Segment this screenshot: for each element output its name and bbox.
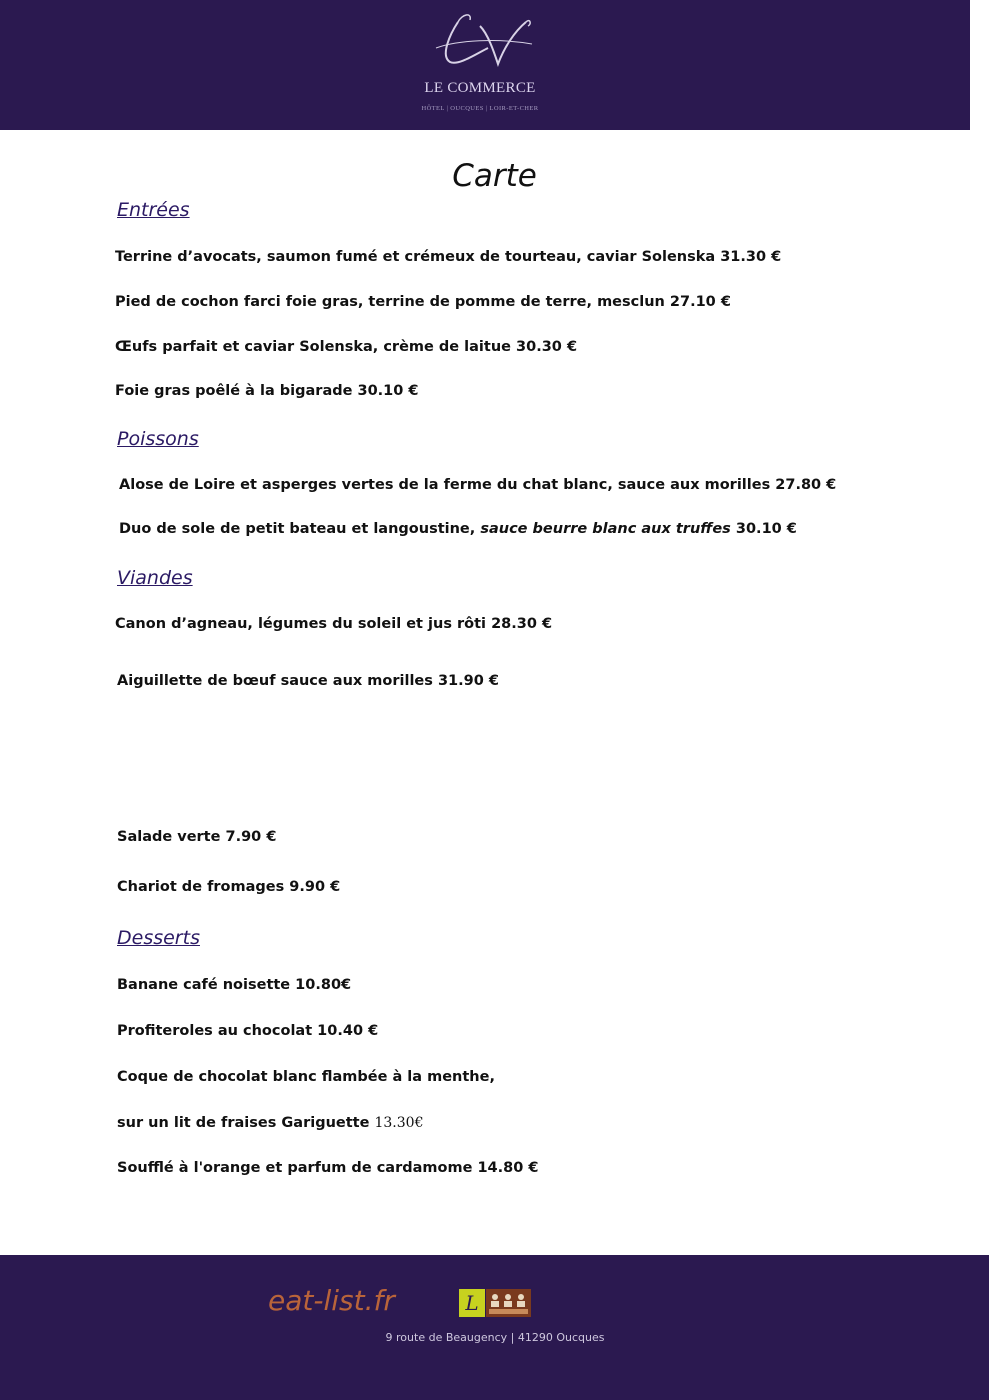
footer-address: 9 route de Beaugency | 41290 Oucques bbox=[385, 1331, 605, 1344]
menu-item: Salade verte 7.90 € bbox=[117, 829, 277, 845]
watermark: eat-list.fr bbox=[268, 1284, 395, 1317]
section-title-entrees: Entrées bbox=[117, 199, 190, 221]
item-price: 13.30€ bbox=[374, 1115, 424, 1131]
svg-text:LV: LV bbox=[628, 203, 631, 205]
menu-item: Chariot de fromages 9.90 € bbox=[117, 879, 341, 895]
brand-name: LE COMMERCE bbox=[424, 80, 536, 96]
menu-item: Terrine d’avocats, saumon fumé et crémeux de tourteau, caviar Solenska 31.30 € bbox=[115, 249, 782, 265]
menu-item: Banane café noisette 10.80€ bbox=[117, 977, 352, 993]
menu-item: Pied de cochon farci foie gras, terrine de pomme de terre, mesclun 27.10 € bbox=[115, 294, 731, 310]
menu-item: Alose de Loire et asperges vertes de la ferme du chat blanc, sauce aux morilles 27.80 € bbox=[119, 477, 837, 493]
page-title: Carte bbox=[452, 158, 537, 194]
menu-item: Profiteroles au chocolat 10.40 € bbox=[117, 1023, 379, 1039]
menu-item: Foie gras poêlé à la bigarade 30.10 € bbox=[115, 383, 419, 399]
svg-text:L: L bbox=[465, 1291, 479, 1315]
section-title-poissons: Poissons bbox=[117, 428, 199, 450]
menu-item bbox=[117, 1115, 423, 1131]
menu-item: Canon d’agneau, légumes du soleil et jus rôti 28.30 € bbox=[115, 616, 553, 632]
item-name: sur un lit de fraises Gariguette bbox=[117, 1115, 375, 1131]
menu-item: Œufs parfait et caviar Solenska, crème de laitue 30.30 € bbox=[115, 339, 578, 355]
menu-item bbox=[119, 521, 797, 537]
section-title-viandes: Viandes bbox=[117, 567, 193, 589]
item-sauce: sauce beurre blanc aux truffes bbox=[480, 521, 731, 537]
item-price: 30.10 € bbox=[730, 521, 797, 537]
brand-subtitle: HÔTEL | OUCQUES | LOIR-ET-CHER bbox=[421, 105, 539, 112]
restaurant-badge-logo bbox=[459, 1289, 531, 1317]
item-name: Duo de sole de petit bateau et langoustine, bbox=[119, 521, 481, 537]
section-title-desserts: Desserts bbox=[117, 927, 200, 949]
footer-band bbox=[0, 1255, 989, 1400]
menu-item: Aiguillette de bœuf sauce aux morilles 31.90 € bbox=[117, 673, 499, 689]
menu-item: Coque de chocolat blanc flambée à la menthe, bbox=[117, 1069, 495, 1085]
menu-item: Soufflé à l'orange et parfum de cardamome 14.80 € bbox=[117, 1160, 539, 1176]
